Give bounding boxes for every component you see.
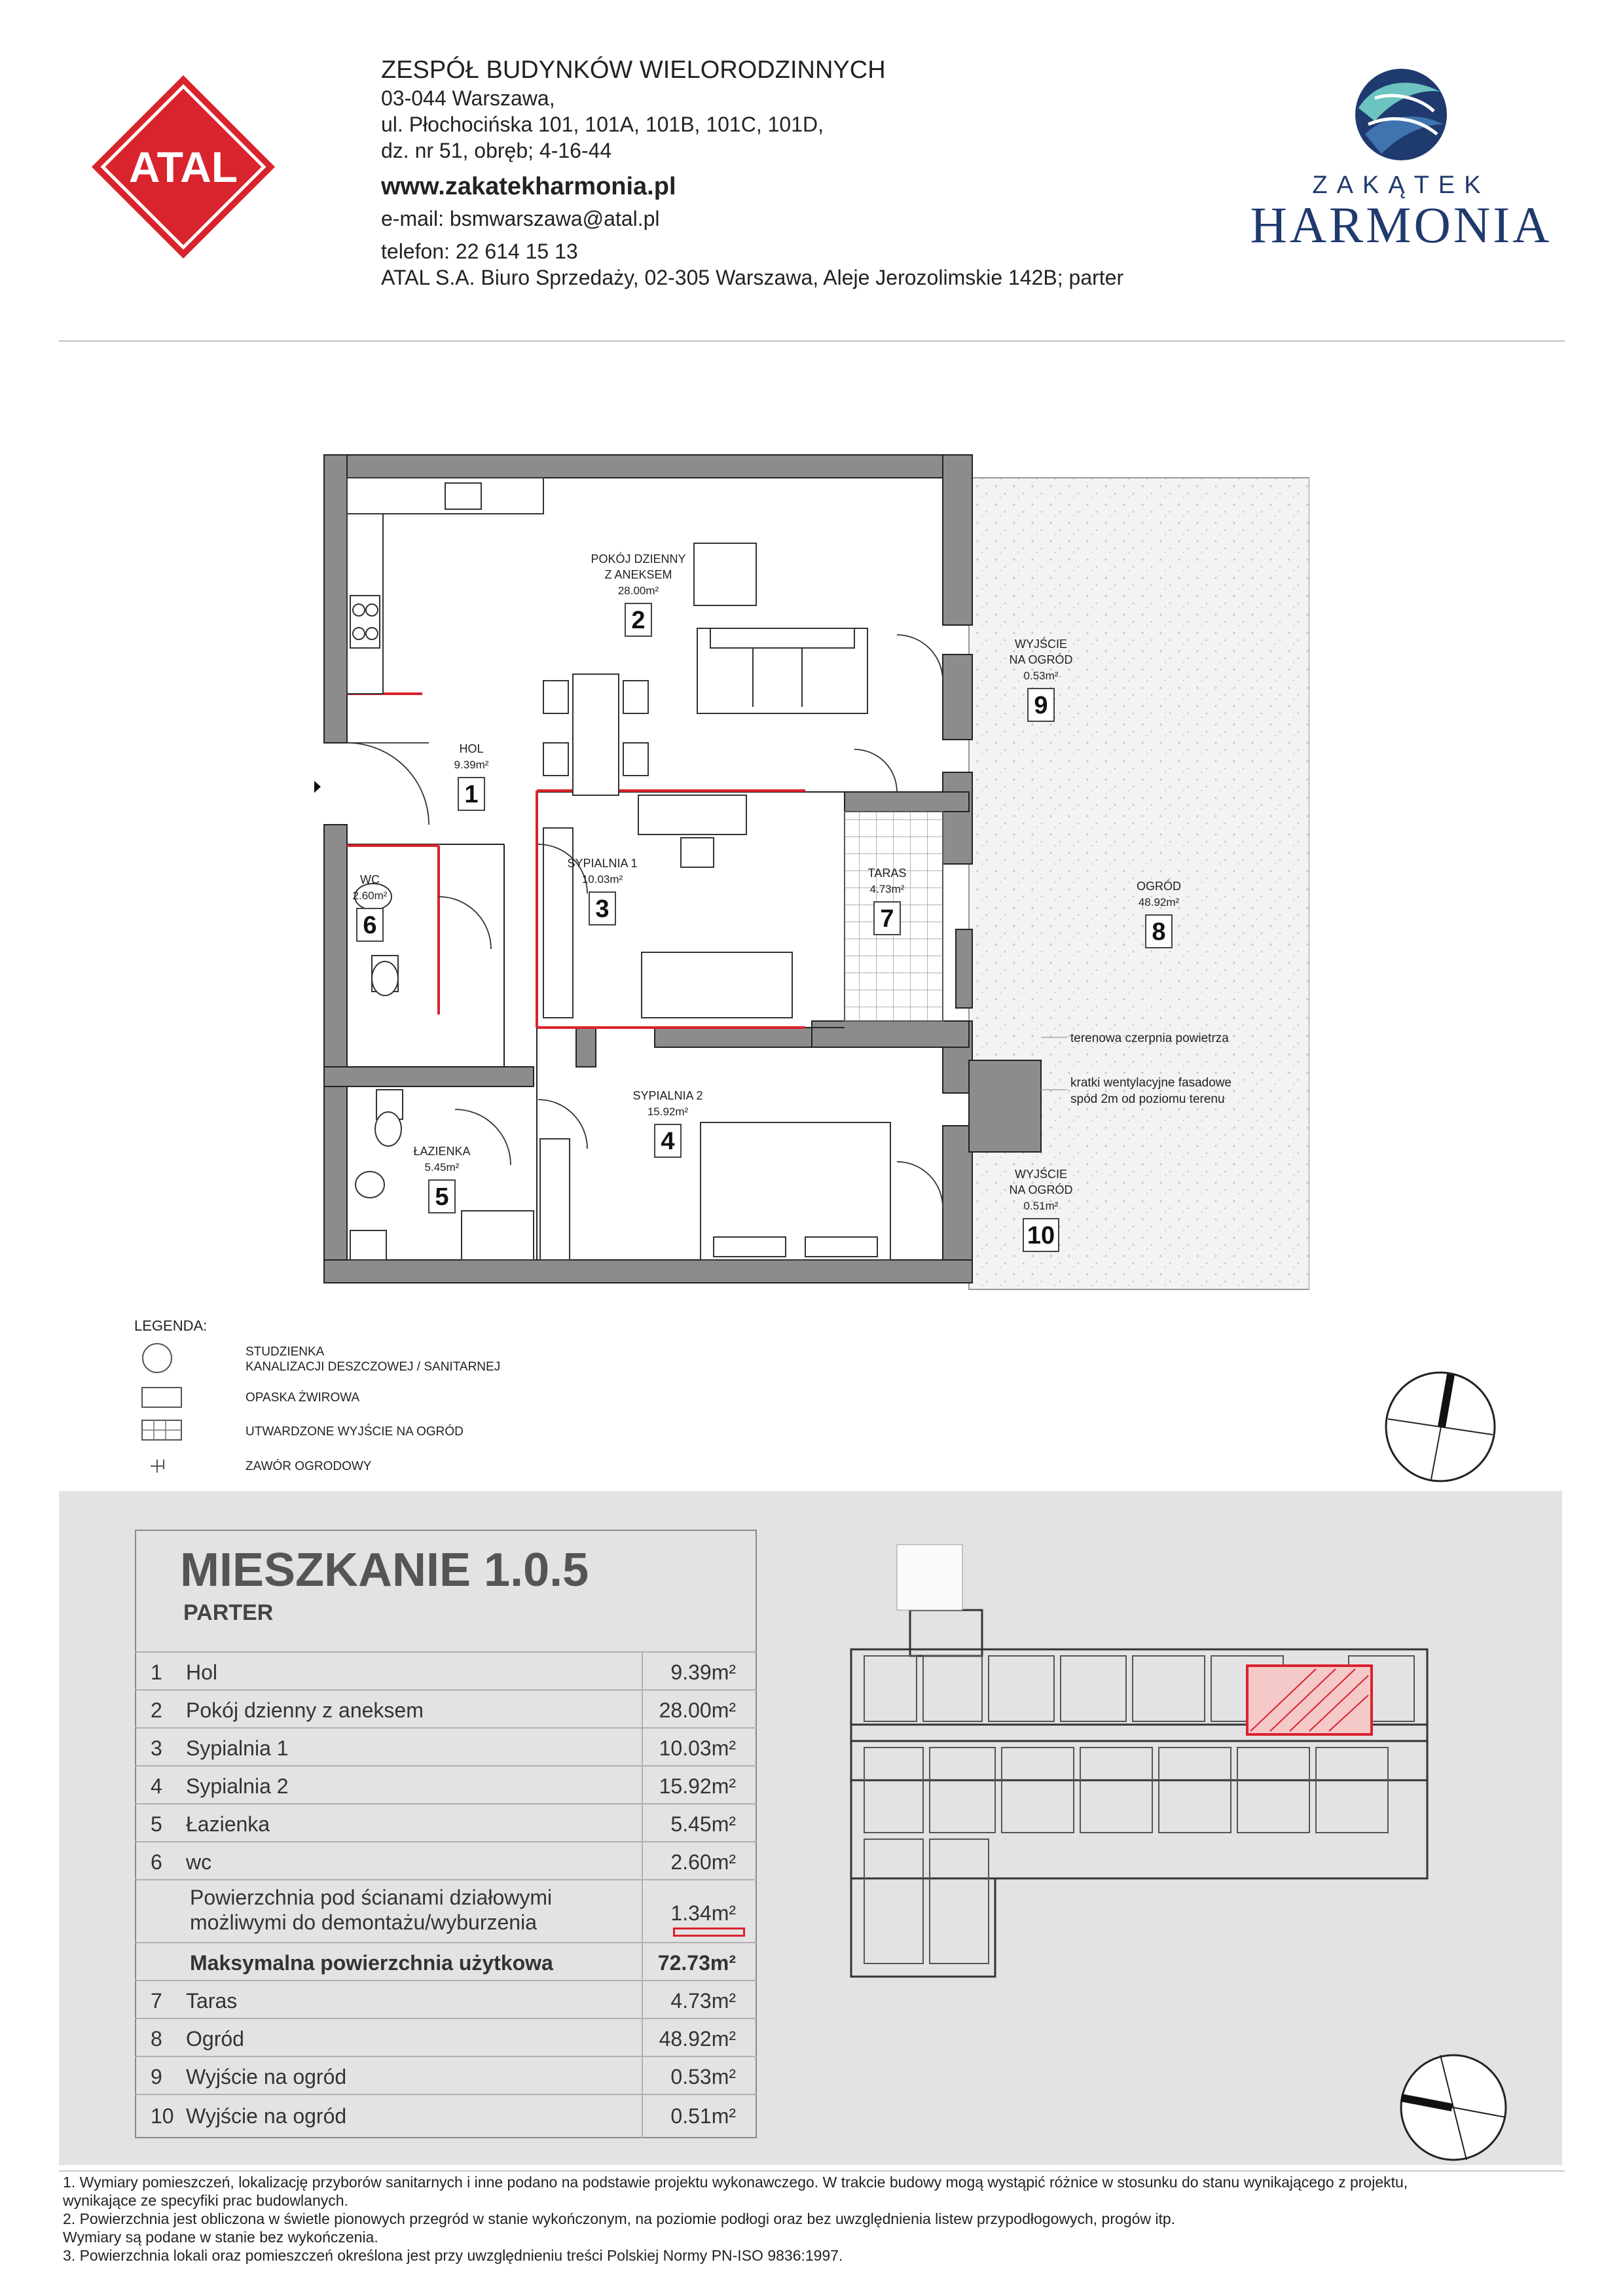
harmonia-logo-top: ZAKĄTEK <box>1312 171 1490 199</box>
table-row: 8 Ogród 48.92m² <box>135 2018 757 2057</box>
gravel-icon <box>142 1388 181 1407</box>
note-air-intake: terenowa czerpnia powietrza <box>1070 1031 1229 1045</box>
room-area: 28.00m² <box>617 584 659 597</box>
compass-icon <box>1395 2049 1512 2166</box>
room-area: 0.51m² <box>1023 1200 1059 1212</box>
room-number: 6 <box>363 912 377 939</box>
room-area: 10.03m² <box>581 873 623 886</box>
footnote-1b: wynikające ze specyfiki prac budowlanych. <box>63 2192 348 2209</box>
room-number: 4 <box>661 1128 675 1155</box>
room-number: 8 <box>1152 918 1166 946</box>
note-vents-1: kratki wentylacyjne fasadowe <box>1070 1076 1232 1090</box>
table-row: 1 Hol 9.39m² <box>135 1651 757 1691</box>
room-name: WYJŚCIE <box>1014 1168 1068 1181</box>
legend-item-gravel: OPASKA ŻWIROWA <box>246 1391 360 1405</box>
room-name: HOL <box>459 742 484 755</box>
header-office: ATAL S.A. Biuro Sprzedaży, 02-305 Warszawa, Aleje Jerozolimskie 142B; parter <box>381 266 1124 289</box>
header-divider <box>59 340 1565 342</box>
room-area: 48.92m² <box>1138 896 1180 908</box>
kitchen-counter <box>347 478 543 694</box>
legend-title: LEGENDA: <box>134 1318 208 1334</box>
footnote-1: 1. Wymiary pomieszczeń, lokalizację przyborów sanitarnych i inne podano na podstawie projektu wykonawczego. W trakcie budowy mogą wystąpić różnice w stosunku do stanu wynikającego z projektu, <box>63 2174 1408 2191</box>
room-name: SYPIALNIA 1 <box>567 857 638 870</box>
room-number: 2 <box>631 607 646 634</box>
room-area: 2.60m² <box>352 889 388 902</box>
table-row: 9 Wyjście na ogród 0.53m² <box>135 2056 757 2095</box>
legend-item-manhole: STUDZIENKA <box>246 1345 325 1359</box>
table-row: 4 Sypialnia 2 15.92m² <box>135 1765 757 1804</box>
room-area: 5.45m² <box>424 1161 460 1174</box>
table-row: 10 Wyjście na ogród 0.51m² <box>135 2094 757 2138</box>
entrance-arrow-icon <box>314 769 321 805</box>
table-row-walls: Powierzchnia pod ścianami działowymi możliwymi do demontażu/wyburzenia 1.34m² <box>135 1879 757 1943</box>
table-row: 3 Sypialnia 1 10.03m² <box>135 1727 757 1767</box>
table-row-max-area: Maksymalna powierzchnia użytkowa 72.73m² <box>135 1942 757 1981</box>
header-street: ul. Płochocińska 101, 101A, 101B, 101C, 101D, <box>381 113 824 136</box>
removable-walls-marker <box>673 1928 745 1937</box>
header-phone: telefon: 22 614 15 13 <box>381 240 578 263</box>
room-number: 1 <box>464 781 479 808</box>
table-row: 5 Łazienka 5.45m² <box>135 1803 757 1842</box>
header-city: 03-044 Warszawa, <box>381 86 555 110</box>
table-row: 2 Pokój dzienny z aneksem 28.00m² <box>135 1689 757 1729</box>
room-name: NA OGRÓD <box>1009 1183 1073 1196</box>
header-email-link[interactable]: e-mail: bsmwarszawa@atal.pl <box>381 207 660 230</box>
room-area: 0.53m² <box>1023 670 1059 682</box>
header-title: ZESPÓŁ BUDYNKÓW WIELORODZINNYCH <box>381 56 886 84</box>
atal-logo-text: ATAL <box>128 143 238 191</box>
apartment-title: MIESZKANIE 1.0.5 <box>180 1544 589 1596</box>
table-row: 6 wc 2.60m² <box>135 1841 757 1880</box>
footnote-2b: Wymiary są podane w stanie bez wykończenia. <box>63 2229 378 2246</box>
floor-plan <box>314 445 1309 1322</box>
room-name: Z ANEKSEM <box>604 568 672 581</box>
room-name: SYPIALNIA 2 <box>632 1089 703 1102</box>
footnote-2: 2. Powierzchnia jest obliczona w świetle pionowych przegród w stanie wykończonym, na poziomie podłogi oraz bez uwzględnienia listew przypodłogowych, progów itp. <box>63 2210 1176 2227</box>
room-name: WYJŚCIE <box>1014 637 1068 651</box>
room-name: ŁAZIENKA <box>413 1145 471 1158</box>
manhole-icon <box>143 1344 172 1372</box>
legend-item-manhole-2: KANALIZACJI DESZCZOWEJ / SANITARNEJ <box>246 1360 501 1374</box>
harmonia-logo <box>1244 62 1558 259</box>
room-name: OGRÓD <box>1136 880 1182 893</box>
room-number: 3 <box>595 895 610 923</box>
room-number: 10 <box>1027 1222 1055 1249</box>
room-number: 9 <box>1034 692 1048 719</box>
atal-logo <box>88 72 278 262</box>
footer-divider <box>59 2170 1565 2172</box>
header-parcel: dz. nr 51, obręb; 4-16-44 <box>381 139 612 162</box>
legend-item-paved-exit: UTWARDZONE WYJŚCIE NA OGRÓD <box>246 1425 464 1439</box>
garden-valve-icon <box>151 1460 164 1473</box>
room-name: TARAS <box>867 867 907 880</box>
apartment-floor: PARTER <box>183 1600 274 1625</box>
room-area: 15.92m² <box>647 1105 689 1118</box>
building-key-plan <box>845 1532 1473 1990</box>
legend-item-valve: ZAWÓR OGRODOWY <box>246 1460 372 1473</box>
room-area: 4.73m² <box>869 883 905 895</box>
compass-icon <box>1381 1368 1499 1486</box>
room-area: 9.39m² <box>454 759 489 771</box>
table-row: 7 Taras 4.73m² <box>135 1980 757 2019</box>
footnote-3: 3. Powierzchnia lokali oraz pomieszczeń określona jest przy uwzględnieniu treści Polskiej Normy PN-ISO 9836:1997. <box>63 2247 843 2264</box>
harmonia-logo-bottom: HARMONIA <box>1250 196 1552 253</box>
note-vents-2: spód 2m od poziomu terenu <box>1070 1092 1225 1106</box>
living-furniture <box>543 543 867 795</box>
room-name: WC <box>360 873 380 886</box>
room-name: POKÓJ DZIENNY <box>591 552 686 565</box>
room-name: NA OGRÓD <box>1009 653 1073 666</box>
room-number: 7 <box>880 905 894 933</box>
header-website-link[interactable]: www.zakatekharmonia.pl <box>381 173 676 200</box>
room-number: 5 <box>435 1183 449 1211</box>
legend-icons <box>134 1338 213 1476</box>
